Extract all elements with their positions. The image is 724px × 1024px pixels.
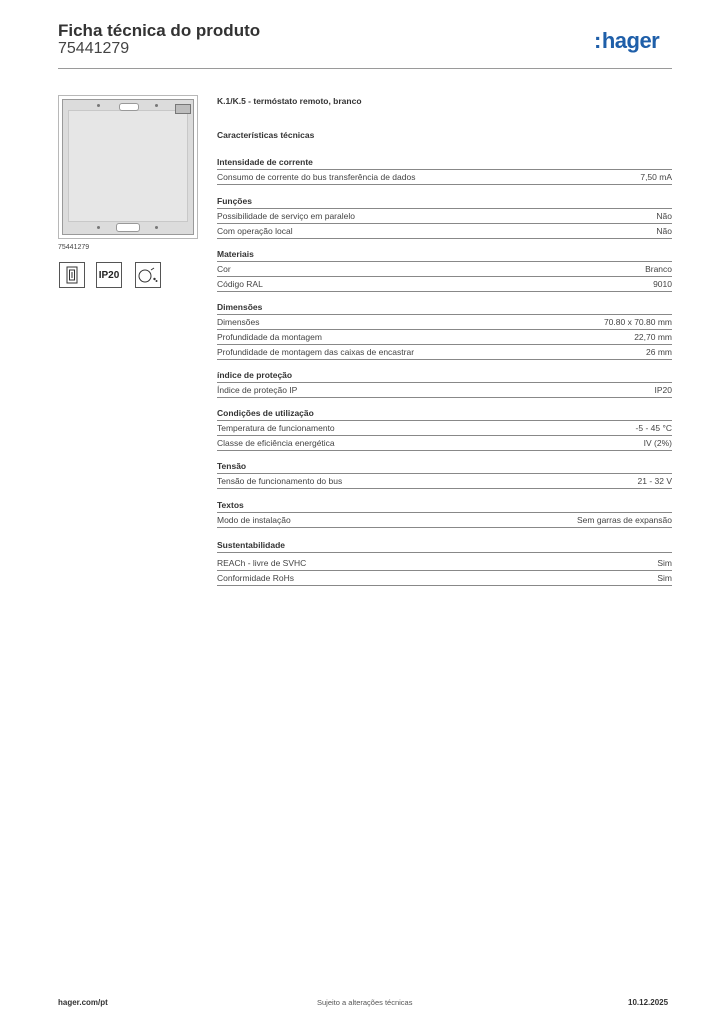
spec-value: -5 - 45 °C	[635, 423, 672, 433]
spec-label: Código RAL	[217, 279, 263, 289]
ip20-badge	[96, 262, 122, 288]
spec-value: Branco	[645, 264, 672, 274]
section-tensao	[217, 460, 672, 489]
spec-row	[217, 513, 672, 528]
section-title: Textos	[217, 499, 672, 513]
thermostat-icon	[135, 262, 161, 288]
section-title: Condições de utilização	[217, 407, 672, 421]
spec-row	[217, 277, 672, 292]
product-image	[58, 95, 198, 239]
section-sustentabilidade	[217, 539, 672, 586]
spec-row	[217, 209, 672, 224]
spec-label: Classe de eficiência energética	[217, 438, 335, 448]
spec-row	[217, 170, 672, 185]
section-textos	[217, 499, 672, 528]
spec-value: IP20	[654, 385, 672, 395]
spec-label: Índice de proteção IP	[217, 385, 298, 395]
spec-row	[217, 345, 672, 360]
section-materiais	[217, 248, 672, 292]
section-indice-de-protecao	[217, 369, 672, 398]
footer-website: hager.com/pt	[58, 998, 108, 1007]
spec-value: 70.80 x 70.80 mm	[603, 317, 672, 327]
spec-value: IV (2%)	[643, 438, 672, 448]
spec-label: Profundidade de montagem das caixas de encastrar	[217, 347, 415, 357]
spec-row	[217, 421, 672, 436]
spec-value: 26 mm	[646, 347, 672, 357]
spec-value: Não	[656, 226, 672, 236]
spec-label: Com operação local	[217, 226, 293, 236]
spec-row	[217, 315, 672, 330]
spec-row	[217, 383, 672, 398]
screw-dot	[155, 104, 158, 107]
spec-value: 7,50 mA	[640, 172, 672, 182]
plate-face	[68, 110, 188, 222]
spec-row	[217, 224, 672, 239]
product-code: 75441279	[58, 40, 130, 57]
hager-logo	[594, 28, 659, 54]
spec-label: Possibilidade de serviço em paralelo	[217, 211, 355, 221]
spec-label: Modo de instalação	[217, 515, 291, 525]
screw-dot	[97, 226, 100, 229]
spec-label: Temperatura de funcionamento	[217, 423, 335, 433]
footer-note: Sujeito a alterações técnicas	[317, 998, 413, 1007]
section-condicoes-de-utilizacao	[217, 407, 672, 451]
section-title: Sustentabilidade	[217, 539, 672, 553]
section-intensidade-de-corrente	[217, 156, 672, 185]
spec-row	[217, 571, 672, 586]
spec-label: Profundidade da montagem	[217, 332, 322, 342]
section-dimensoes	[217, 301, 672, 360]
spec-value: 21 - 32 V	[637, 476, 672, 486]
section-title: índice de proteção	[217, 369, 672, 383]
connector	[175, 104, 191, 114]
spec-label: Consumo de corrente do bus transferência de dados	[217, 172, 416, 182]
spec-value: Sim	[657, 558, 672, 568]
section-title: Intensidade de corrente	[217, 156, 672, 170]
spec-row	[217, 330, 672, 345]
image-caption: 75441279	[58, 244, 90, 251]
header-divider	[58, 68, 672, 69]
section-title: Dimensões	[217, 301, 672, 315]
spec-value: Sim	[657, 573, 672, 583]
spec-label: Dimensões	[217, 317, 260, 327]
section-funcoes	[217, 195, 672, 239]
technical-characteristics-heading: Características técnicas	[217, 130, 315, 140]
ip20-badge-label: IP20	[98, 269, 120, 281]
screw-dot	[97, 104, 100, 107]
spec-value: Sem garras de expansão	[577, 515, 672, 525]
spec-label: Cor	[217, 264, 231, 274]
switch-plate	[62, 99, 194, 235]
spec-label: Conformidade RoHs	[217, 573, 295, 583]
spec-row	[217, 556, 672, 571]
logo-colon: :	[594, 28, 601, 53]
spec-value: Não	[656, 211, 672, 221]
page-title: Ficha técnica do produto	[58, 21, 261, 40]
spec-row	[217, 262, 672, 277]
section-title: Funções	[217, 195, 672, 209]
section-title: Tensão	[217, 460, 672, 474]
section-title: Materiais	[217, 248, 672, 262]
spec-row	[217, 436, 672, 451]
bottom-slot	[116, 223, 140, 232]
screw-dot	[155, 226, 158, 229]
top-slot	[119, 103, 139, 111]
flush-mount-icon	[59, 262, 85, 288]
spec-label: Tensão de funcionamento do bus	[217, 476, 343, 486]
logo-text: hager	[601, 28, 660, 53]
spec-row	[217, 474, 672, 489]
product-name: K.1/K.5 - termóstato remoto, branco	[217, 96, 362, 106]
spec-label: REACh - livre de SVHC	[217, 558, 307, 568]
spec-value: 9010	[653, 279, 672, 289]
spec-value: 22,70 mm	[634, 332, 672, 342]
footer-date: 10.12.2025	[628, 998, 669, 1007]
